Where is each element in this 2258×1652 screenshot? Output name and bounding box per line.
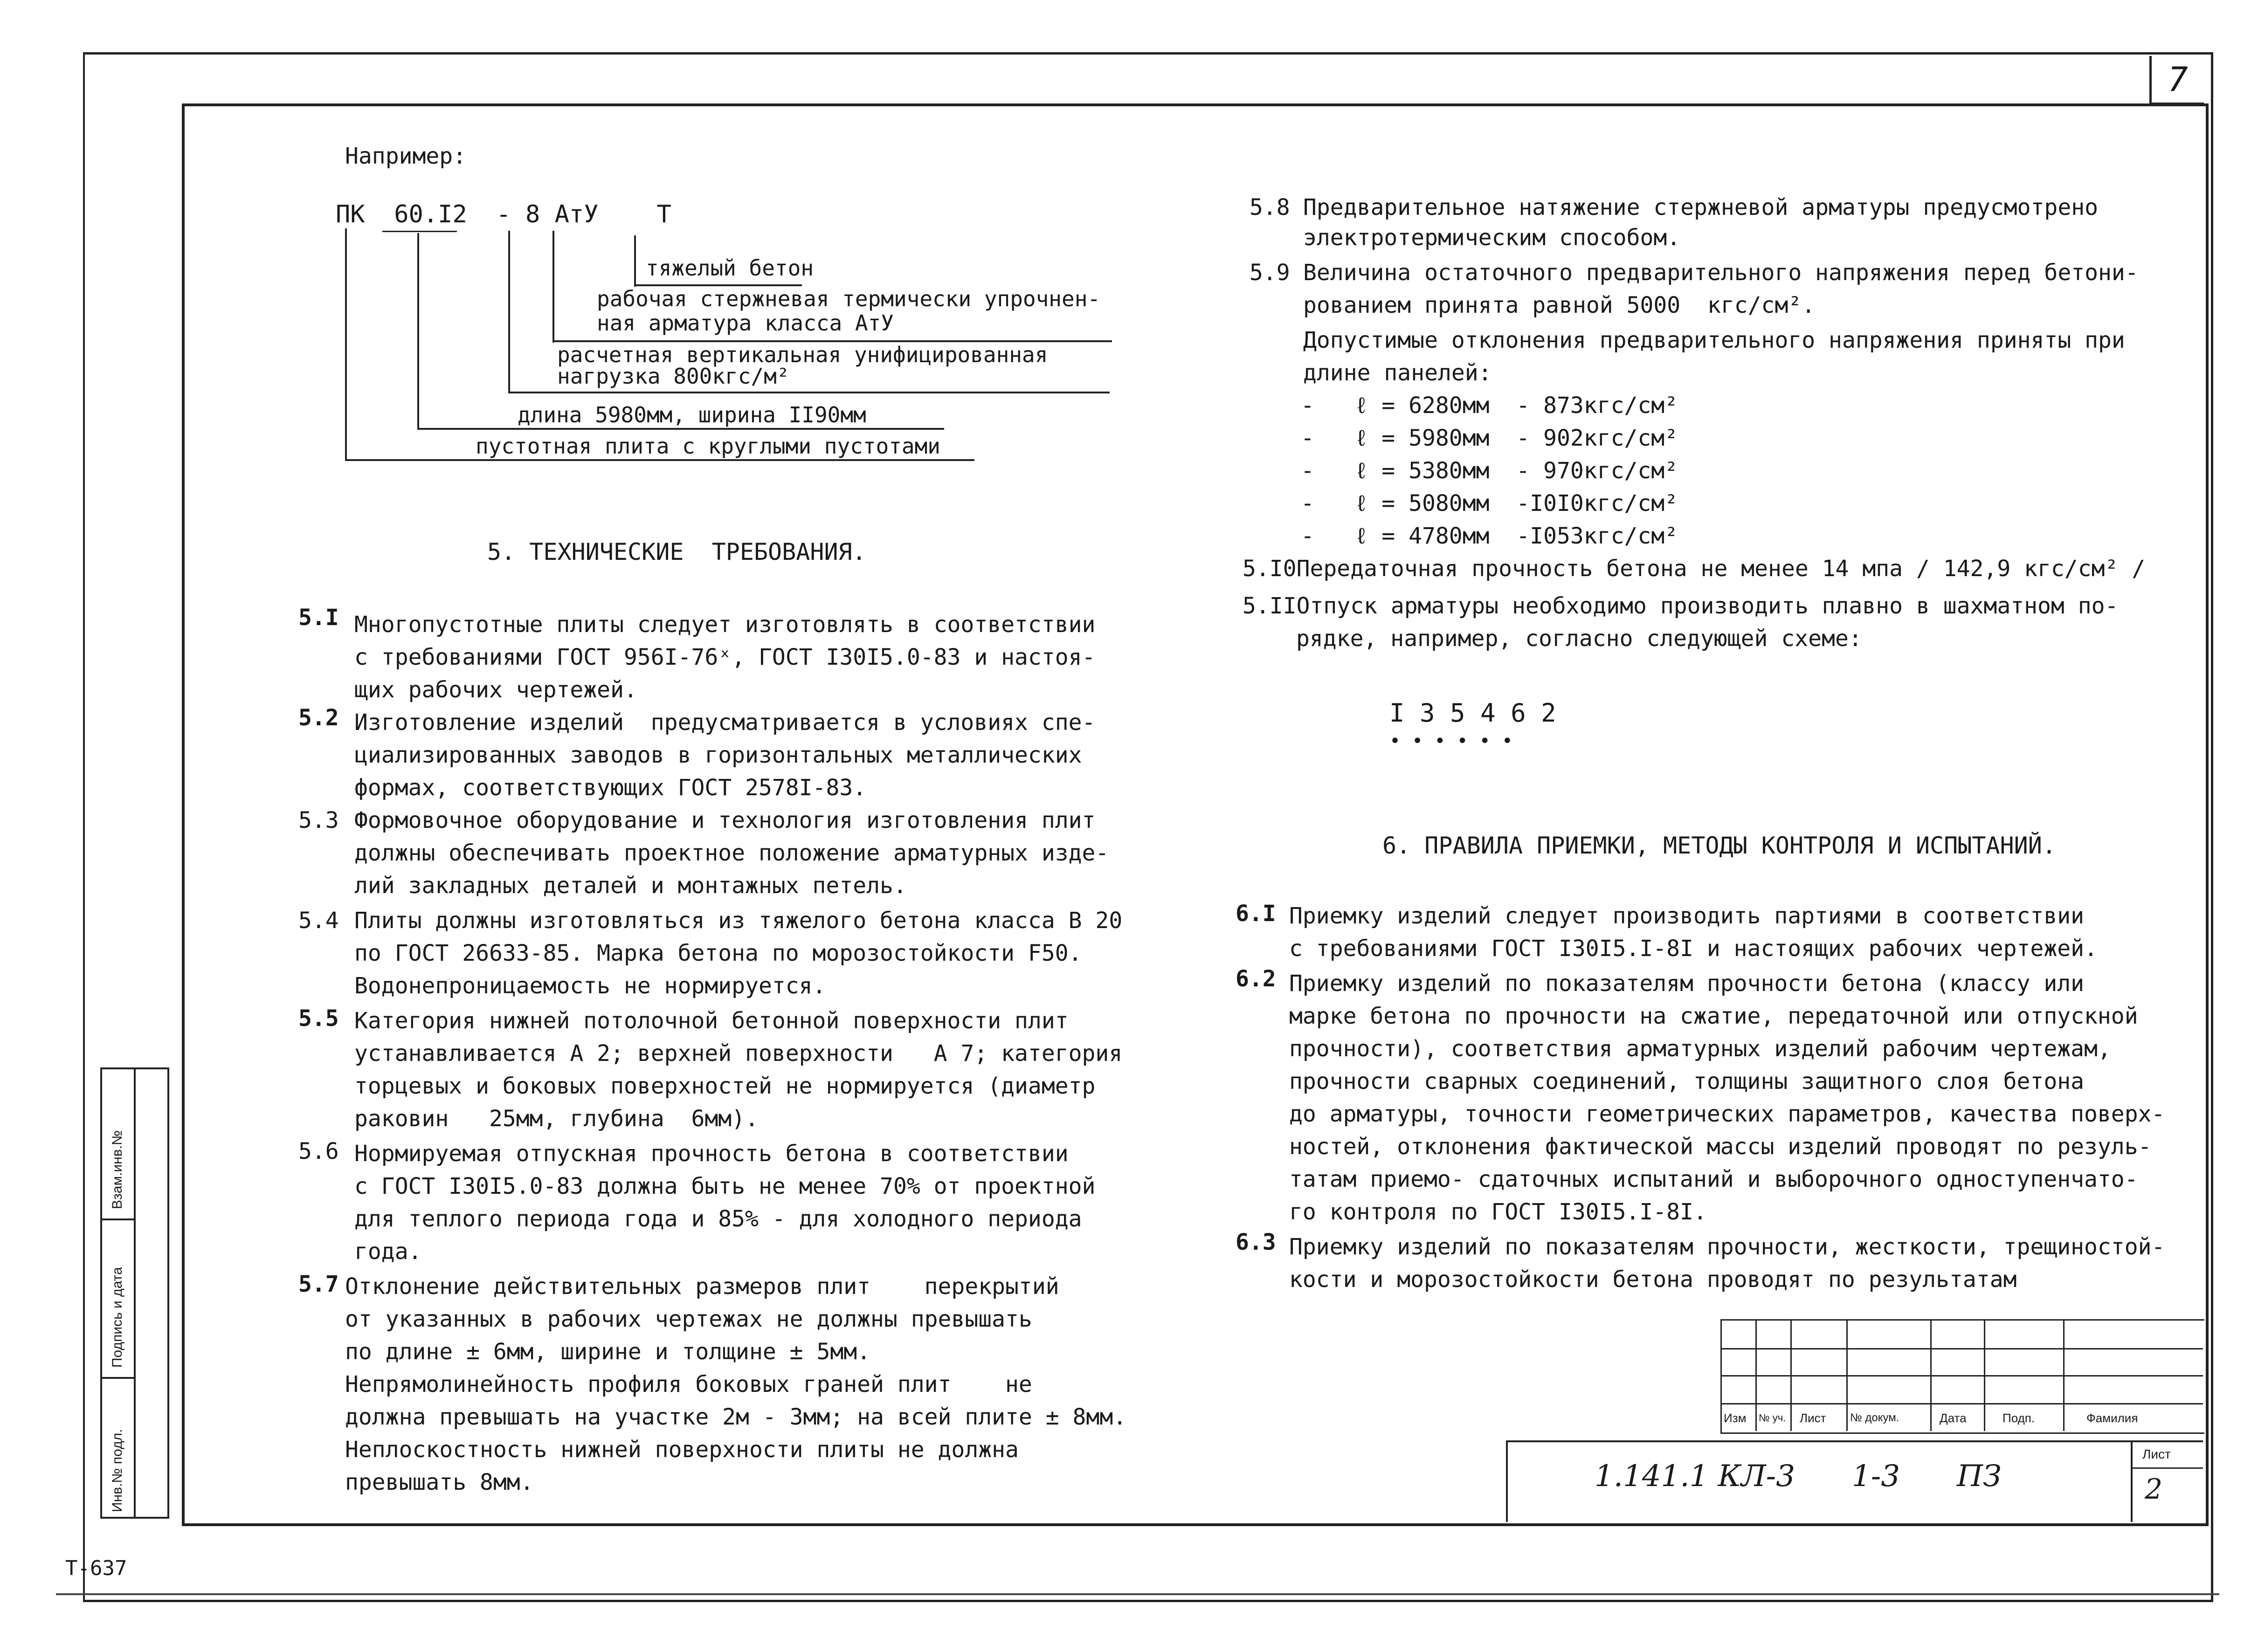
tb-document-code: 1.141.1 КЛ-3 1-3 ПЗ bbox=[1595, 1459, 2002, 1494]
legend-load-2: нагрузка 800кгс/м² bbox=[557, 364, 790, 389]
item-line: с требованиями ГОСТ I30I5.I-8I и настоящих рабочих чертежей. bbox=[1289, 936, 2098, 962]
item-line: Неплоскостность нижней поверхности плиты не должна bbox=[345, 1437, 1019, 1463]
item-number: 6.I bbox=[1236, 901, 1276, 927]
item-line: Категория нижней потолочной бетонной поверхности плит bbox=[354, 1008, 1069, 1034]
legend-concrete: тяжелый бетон bbox=[646, 255, 814, 281]
item-line: Водонепроницаемость не нормируется. bbox=[354, 973, 826, 999]
item-line: от указанных в рабочих чертежах не должны превышать bbox=[345, 1306, 1032, 1332]
tb-sheet-label: Лист bbox=[2142, 1447, 2171, 1461]
tb-sheet-number: 2 bbox=[2145, 1473, 2163, 1506]
item-line: Приемку изделий следует производить партиями в соответствии bbox=[1289, 903, 2085, 929]
item-line: прочности сварных соединений, толщины защитного слоя бетона bbox=[1289, 1068, 2085, 1094]
item-number: 5.4 bbox=[298, 908, 339, 934]
release-scheme-dots: • • • • • • bbox=[1389, 730, 1513, 752]
title-block-col bbox=[1790, 1319, 1792, 1431]
item-line: рованием принята равной 5000 кгс/см². bbox=[1303, 292, 1816, 318]
side-stamp-divider bbox=[102, 1377, 134, 1379]
example-code: ПК 60.I2 - 8 АтУ Т bbox=[336, 200, 672, 228]
tb-header-name: Фамилия bbox=[2086, 1411, 2138, 1425]
legend-line bbox=[634, 235, 636, 287]
item-line: кости и морозостойкости бетона проводят по результатам bbox=[1289, 1267, 2017, 1293]
item-5-10: 5.I0Передаточная прочность бетона не менее 14 мпа / 142,9 кгс/см² / bbox=[1243, 556, 2146, 582]
item-line: Предварительное натяжение стержневой арматуры предусмотрено bbox=[1303, 194, 2099, 220]
title-block-col bbox=[1930, 1319, 1932, 1431]
item-line: до арматуры, точности геометрических параметров, качества поверх- bbox=[1289, 1101, 2165, 1127]
tb-header-count: № уч. bbox=[1759, 1412, 1786, 1424]
item-line: Нормируемая отпускная прочность бетона в соответствии bbox=[354, 1141, 1069, 1167]
item-line: с требованиями ГОСТ 956I-76ˣ, ГОСТ I30I5.0-83 и настоя- bbox=[354, 644, 1096, 670]
item-line: Отклонение действительных размеров плит перекрытий bbox=[345, 1273, 1059, 1300]
legend-line bbox=[417, 233, 419, 429]
deviation-row: - ℓ = 6280мм - 873кгс/см² bbox=[1301, 392, 1678, 419]
example-label: Например: bbox=[345, 143, 467, 169]
item-number: 5.3 bbox=[298, 807, 339, 833]
item-line: Плиты должны изготовляться из тяжелого бетона класса В 20 bbox=[354, 908, 1123, 934]
tb-header-doc: № докум. bbox=[1850, 1411, 1899, 1424]
item-line: Приемку изделий по показателям прочности бетона (классу или bbox=[1289, 971, 2085, 997]
item-line: Формовочное оборудование и технология изготовления плит bbox=[354, 807, 1096, 833]
item-line: марке бетона по прочности на сжатие, передаточной или отпускной bbox=[1289, 1003, 2138, 1029]
corner-sheet-number: 7 bbox=[2149, 56, 2204, 105]
title-block-left bbox=[1506, 1440, 1508, 1522]
item-number: 6.3 bbox=[1236, 1229, 1276, 1255]
footer-code: Т-637 bbox=[65, 1556, 127, 1580]
item-line: торцевых и боковых поверхностей не нормируется (диаметр bbox=[354, 1073, 1096, 1099]
title-block-row bbox=[1720, 1403, 2203, 1404]
side-label-replacement: Взам.инв.№ bbox=[110, 1130, 125, 1209]
deviation-row: - ℓ = 4780мм -I053кгс/см² bbox=[1301, 523, 1678, 549]
item-line: го контроля по ГОСТ I30I5.I-8I. bbox=[1289, 1199, 1707, 1225]
legend-line bbox=[552, 231, 554, 343]
item-line: с ГОСТ I30I5.0-83 должна быть не менее 70% от проектной bbox=[354, 1173, 1096, 1199]
side-stamp-divider bbox=[102, 1218, 134, 1220]
item-number: 5.5 bbox=[298, 1005, 339, 1032]
tb-header-sign: Подп. bbox=[2003, 1411, 2035, 1425]
item-line: Допустимые отклонения предварительного напряжения приняты при bbox=[1303, 327, 2125, 353]
item-line: Многопустотные плиты следует изготовлять в соответствии bbox=[354, 612, 1096, 638]
legend-load-1: расчетная вертикальная унифицированная bbox=[557, 342, 1048, 367]
title-block-col bbox=[1755, 1319, 1757, 1431]
item-number: 5.8 bbox=[1250, 194, 1290, 220]
deviation-row: - ℓ = 5380мм - 970кгс/см² bbox=[1301, 458, 1678, 484]
item-line: для теплого периода года и 85% - для холодного периода bbox=[354, 1206, 1082, 1232]
deviation-row: - ℓ = 5080мм -I0I0кгс/см² bbox=[1301, 490, 1678, 516]
tb-header-sheet: Лист bbox=[1800, 1411, 1826, 1425]
item-number: 6.2 bbox=[1236, 966, 1276, 992]
item-number: 5.2 bbox=[298, 705, 339, 731]
title-block-sheet-col bbox=[2131, 1440, 2133, 1522]
item-line: электротермическим способом. bbox=[1303, 225, 1681, 251]
item-line: по длине ± 6мм, ширине и толщине ± 5мм. bbox=[345, 1339, 871, 1365]
item-line: лий закладных деталей и монтажных петель. bbox=[354, 873, 907, 899]
title-block-col bbox=[1984, 1319, 1985, 1431]
title-block-row bbox=[1720, 1348, 2203, 1349]
side-stamp-divider bbox=[134, 1069, 136, 1517]
side-label-inv: Инв.№ подл. bbox=[110, 1429, 125, 1512]
title-block-col bbox=[2063, 1319, 2065, 1431]
item-line: Величина остаточного предварительного напряжения перед бетони- bbox=[1303, 260, 2139, 286]
item-line: устанавливается А 2; верхней поверхности А 7; категория bbox=[354, 1040, 1123, 1067]
item-line: циализированных заводов в горизонтальных металлических bbox=[354, 742, 1082, 768]
item-line: Приемку изделий по показателям прочности, жесткости, трещиностой- bbox=[1289, 1234, 2165, 1260]
tb-header-rev: Изм bbox=[1724, 1411, 1747, 1425]
legend-size: длина 5980мм, ширина II90мм bbox=[518, 402, 866, 427]
item-number: 5.9 bbox=[1250, 260, 1290, 286]
item-5-11-line: рядке, например, согласно следующей схеме: bbox=[1296, 626, 1862, 652]
title-block-sheet-row bbox=[2131, 1467, 2203, 1469]
deviation-row: - ℓ = 5980мм - 902кгс/см² bbox=[1301, 425, 1678, 451]
item-line: ностей, отклонения фактической массы изделий проводят по резуль- bbox=[1289, 1134, 2152, 1160]
legend-line bbox=[508, 392, 1110, 393]
section-6-title: 6. ПРАВИЛА ПРИЕМКИ, МЕТОДЫ КОНТРОЛЯ И ИСПЫТАНИЙ. bbox=[1382, 832, 2056, 859]
item-line: превышать 8мм. bbox=[345, 1469, 534, 1495]
item-line: длине панелей: bbox=[1303, 360, 1492, 386]
legend-line bbox=[508, 231, 510, 392]
item-5-11-line: 5.IIОтпуск арматуры необходимо производить плавно в шахматном по- bbox=[1243, 593, 2119, 619]
item-line: татам приемо- сдаточных испытаний и выборочного одноступенчато- bbox=[1289, 1166, 2138, 1192]
item-line: щих рабочих чертежей. bbox=[354, 677, 637, 703]
section-5-title: 5. ТЕХНИЧЕСКИЕ ТРЕБОВАНИЯ. bbox=[487, 538, 866, 565]
bottom-trim-line bbox=[56, 1593, 2219, 1595]
item-line: года. bbox=[354, 1239, 422, 1265]
item-number: 5.7 bbox=[298, 1271, 339, 1297]
legend-line bbox=[345, 228, 347, 459]
item-line: Изготовление изделий предусматривается в условиях спе- bbox=[354, 709, 1096, 736]
title-block-row bbox=[1720, 1375, 2203, 1377]
release-scheme: I 3 5 4 6 2 bbox=[1389, 698, 1556, 728]
legend-type: пустотная плита с круглыми пустотами bbox=[476, 434, 940, 459]
title-block-top bbox=[1506, 1440, 2203, 1442]
item-line: по ГОСТ 26633-85. Марка бетона по морозостойкости F50. bbox=[354, 940, 1082, 966]
item-line: Непрямолинейность профиля боковых граней плит не bbox=[345, 1371, 1032, 1397]
item-line: должны обеспечивать проектное положение арматурных изде- bbox=[354, 840, 1109, 866]
side-label-signature: Подпись и дата bbox=[110, 1267, 125, 1368]
side-stamp bbox=[100, 1067, 169, 1519]
item-line: раковин 25мм, глубина 6мм). bbox=[354, 1106, 759, 1132]
item-line: прочности), соответствия арматурных изделий рабочим чертежам, bbox=[1289, 1036, 2111, 1062]
tb-header-date: Дата bbox=[1940, 1411, 1967, 1425]
legend-rebar-1: рабочая стержневая термически упрочнен- bbox=[597, 286, 1101, 311]
item-number: 5.6 bbox=[298, 1138, 339, 1164]
item-line: должна превышать на участке 2м - 3мм; на всей плите ± 8мм. bbox=[345, 1404, 1127, 1430]
title-block-col bbox=[1846, 1319, 1848, 1431]
item-number: 5.I bbox=[298, 605, 339, 631]
item-line: формах, соответствующих ГОСТ 2578I-83. bbox=[354, 775, 867, 801]
legend-rebar-2: ная арматура класса АтУ bbox=[597, 310, 894, 336]
underline bbox=[382, 231, 457, 232]
